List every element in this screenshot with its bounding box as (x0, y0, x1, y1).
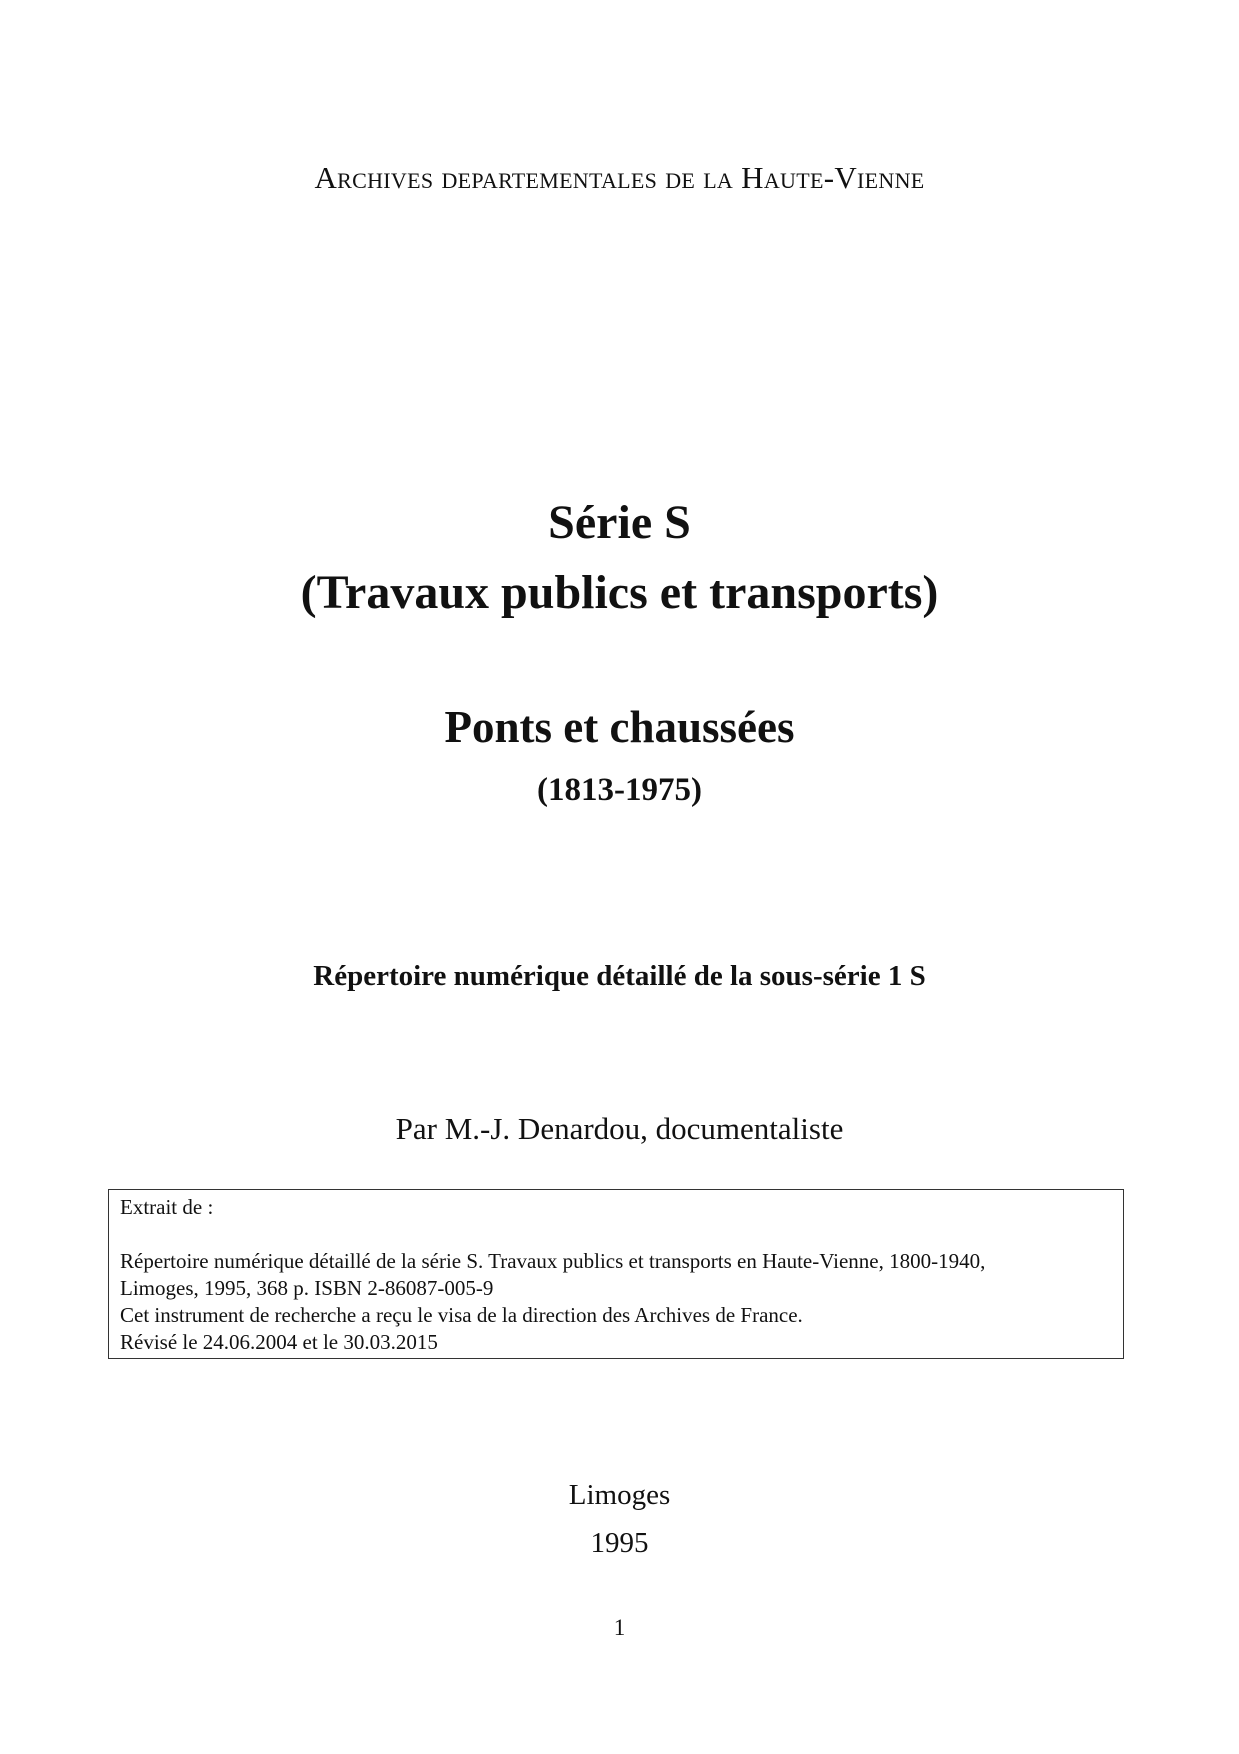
subject-dates: (1813-1975) (537, 772, 702, 808)
inventory-type: Répertoire numérique détaillé de la sous-série 1 S (313, 960, 926, 992)
extract-spacer (120, 1221, 1112, 1248)
extract-line: Répertoire numérique détaillé de la série S. Travaux publics et transports en Haute-Vienne, 1800-1940, (120, 1249, 986, 1273)
extract-line: Révisé le 24.06.2004 et le 30.03.2015 (120, 1330, 438, 1354)
extract-line: Limoges, 1995, 368 p. ISBN 2-86087-005-9 (120, 1276, 494, 1300)
subject-title: Ponts et chaussées (444, 702, 795, 752)
extract-intro: Extrait de : (120, 1195, 214, 1219)
series-title: Série S (548, 496, 691, 549)
imprint-year: 1995 (590, 1527, 649, 1559)
extract-line: Cet instrument de recherche a reçu le visa de la direction des Archives de France. (120, 1303, 803, 1327)
extract-box (108, 1189, 1124, 1359)
institution-header: Archives departementales de la Haute-Vienne (314, 160, 925, 195)
series-subtitle: (Travaux publics et transports) (300, 566, 939, 619)
imprint-place: Limoges (568, 1479, 671, 1511)
author-line: Par M.-J. Denardou, documentaliste (395, 1111, 844, 1146)
page-number: 1 (613, 1615, 626, 1640)
